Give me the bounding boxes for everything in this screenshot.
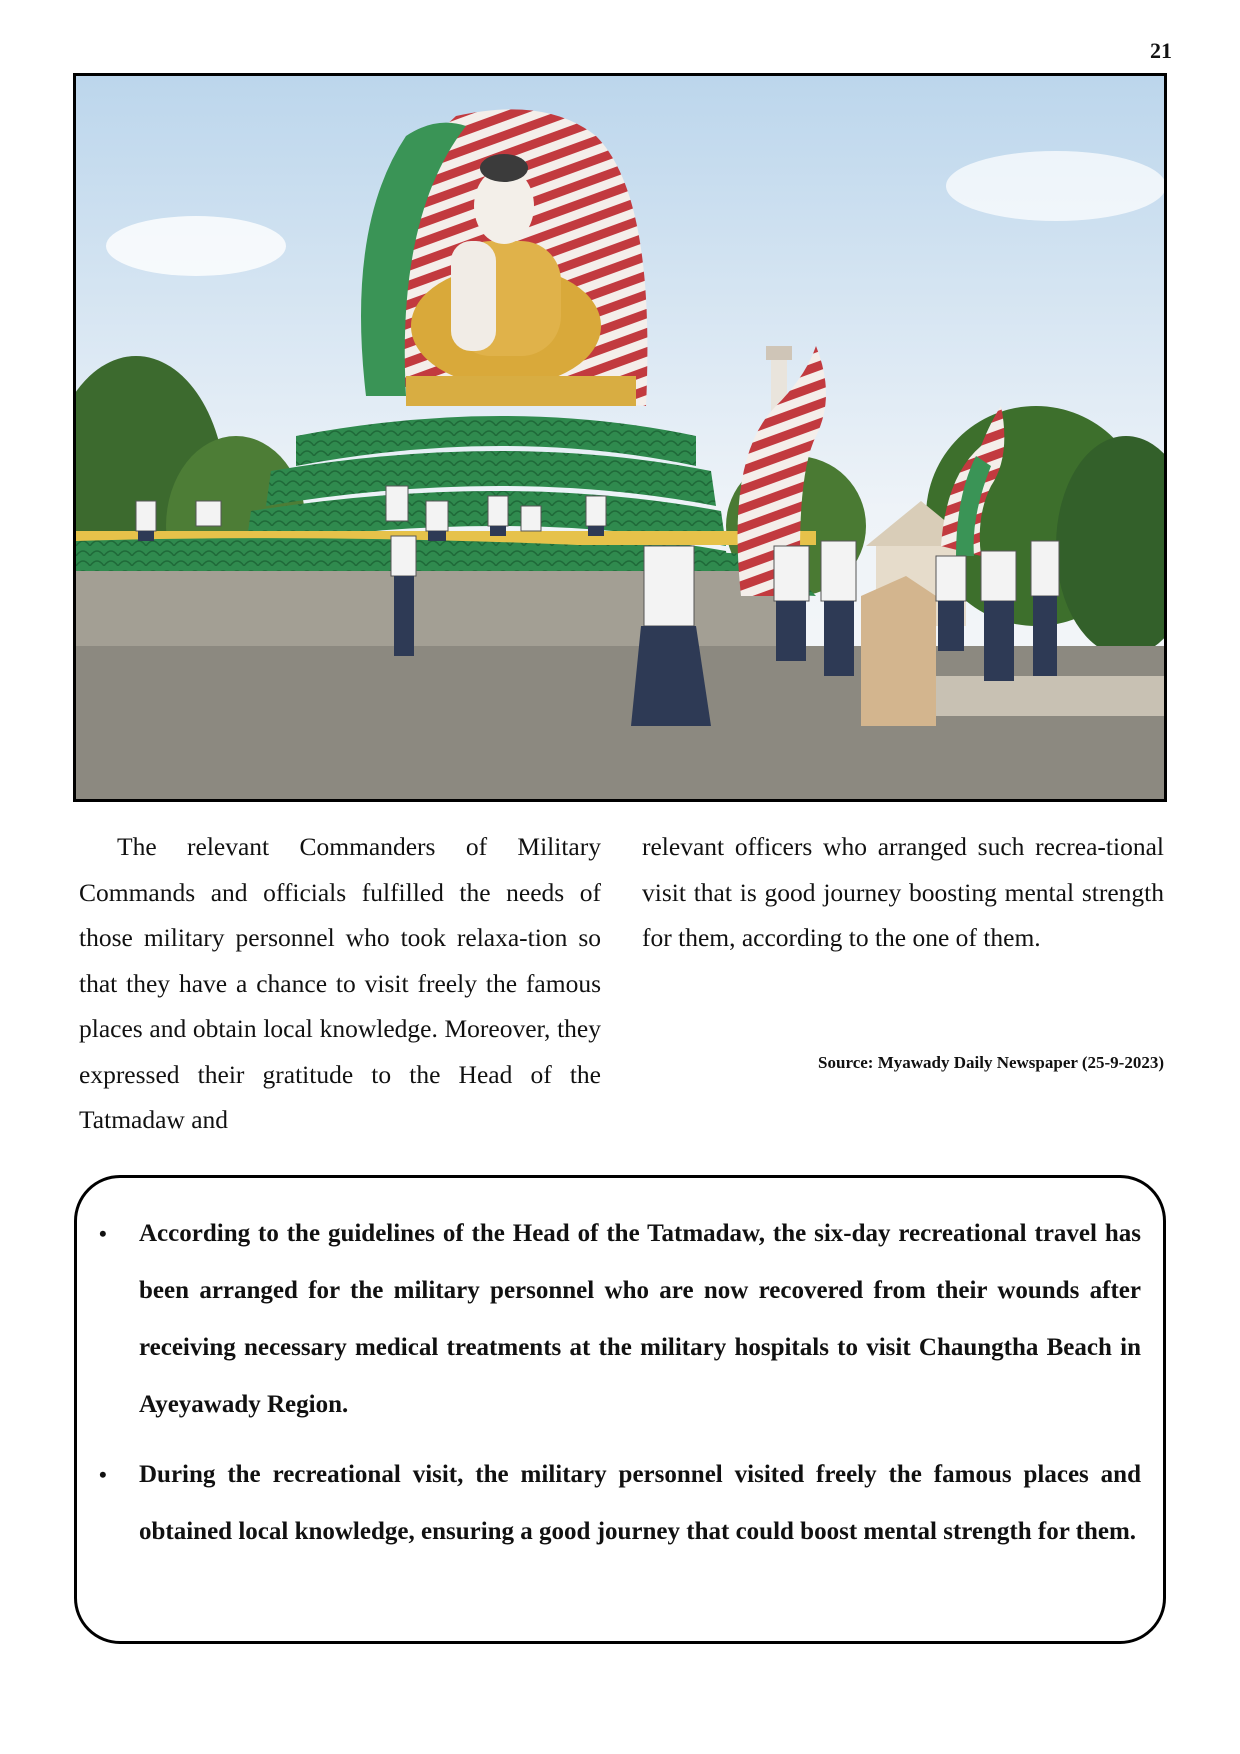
buddha-naga-photo <box>73 73 1167 802</box>
body-paragraph-right: relevant officers who arranged such recrea-tional visit that is good journey boosting mental strength for them, according to the one of them. <box>642 832 1164 952</box>
key-point-item <box>99 1446 1141 1560</box>
source-citation: Source: Myawady Daily Newspaper (25-9-2023) <box>818 1053 1164 1072</box>
photo-illustration <box>76 76 1164 799</box>
bullet-icon: • <box>99 1462 107 1487</box>
body-left-column <box>79 824 601 1143</box>
key-point-text: According to the guidelines of the Head of the Tatmadaw, the six-day recreational travel has been arranged for the military personnel who are now recovered from their wounds after receiving necessary medical treatments at the military hospitals to visit Chaungtha Beach in Ayeyawady Region. <box>139 1220 1141 1418</box>
key-points-list <box>99 1205 1141 1573</box>
page-number: 21 <box>1150 38 1172 63</box>
key-point-item <box>99 1205 1141 1433</box>
bullet-icon: • <box>99 1221 107 1246</box>
key-points-box <box>74 1175 1166 1644</box>
body-right-column <box>642 824 1164 961</box>
key-point-text: During the recreational visit, the military personnel visited freely the famous places and obtained local knowledge, ensuring a good journey that could boost mental strength for them. <box>139 1461 1141 1545</box>
body-paragraph-left: The relevant Commanders of Military Commands and officials fulfilled the needs of those military personnel who took relaxa-tion so that they have a chance to visit freely the famous places and obtain local knowledge. Moreover, they expressed their gratitude to the Head of the Tatmadaw and <box>79 832 601 1134</box>
